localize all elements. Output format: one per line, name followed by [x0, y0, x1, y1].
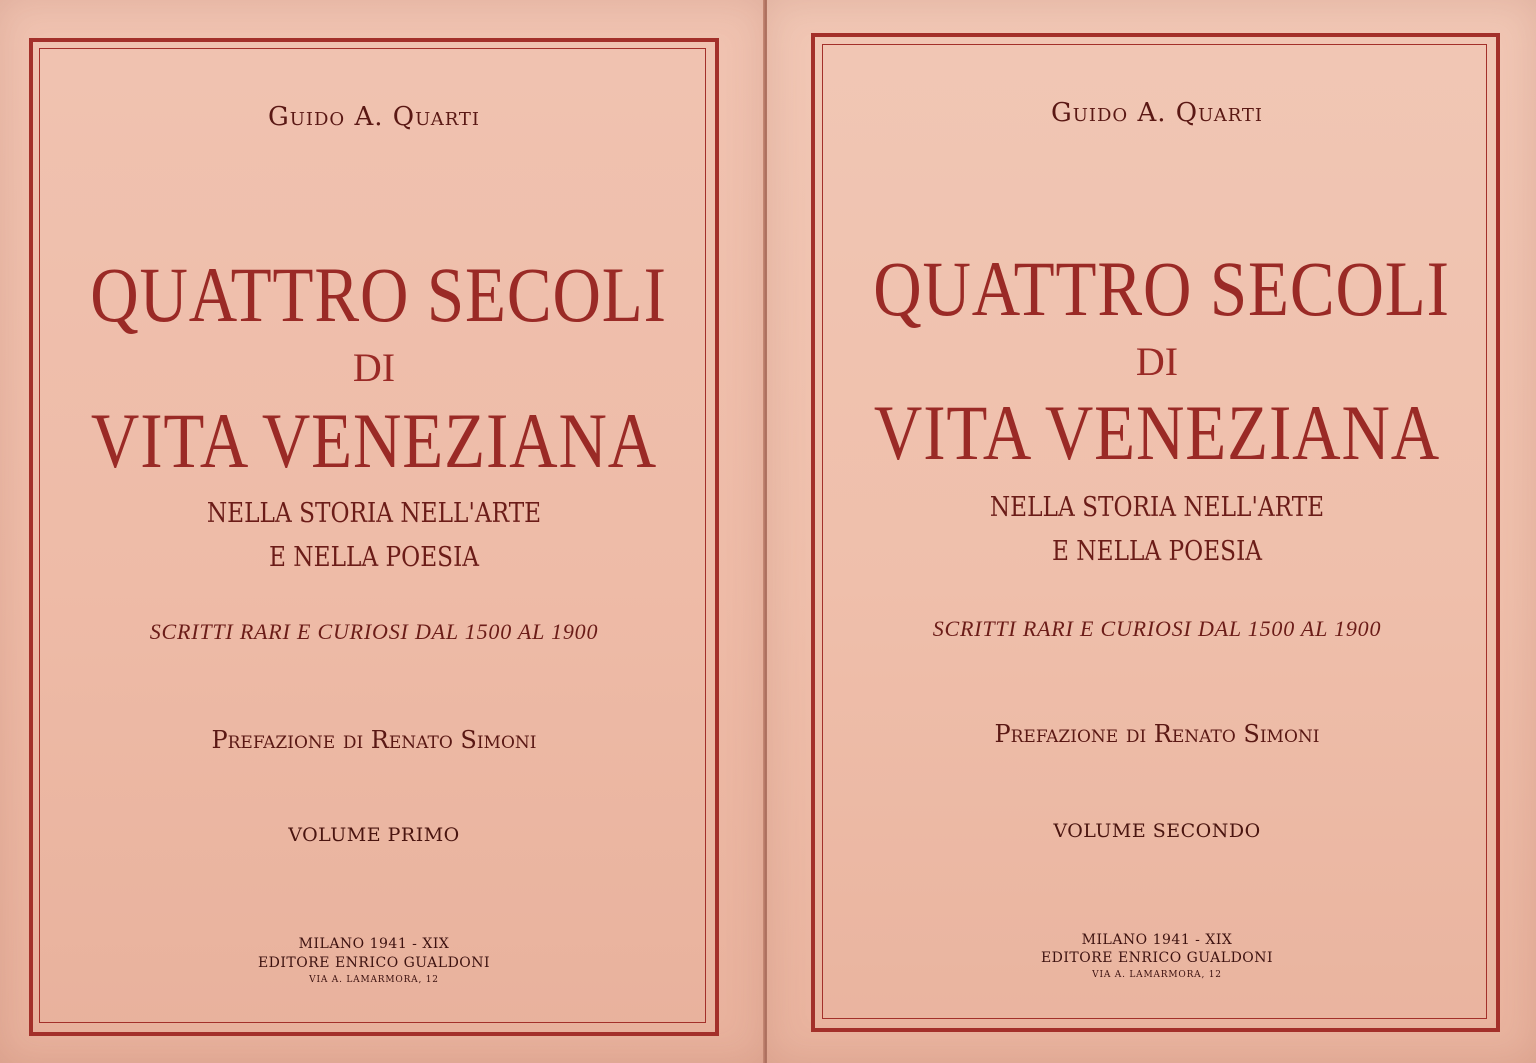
subtitle-italic: SCRITTI RARI E CURIOSI DAL 1500 AL 1900 — [149, 619, 599, 644]
subtitle-line-2: E NELLA POESIA — [268, 542, 480, 573]
subtitle-line-1: NELLA STORIA NELL'ARTE — [989, 492, 1325, 523]
book-cover-volume-1 — [0, 0, 765, 1063]
title-di: DI — [1135, 339, 1179, 384]
publisher-city-year: MILANO 1941 - XIX — [298, 936, 450, 952]
title-line-1: QUATTRO SECOLI — [90, 251, 667, 338]
subtitle-line-1: NELLA STORIA NELL'ARTE — [206, 498, 542, 529]
cover-text-block — [827, 0, 1487, 1063]
preface-credit: Prefazione di Renato Simoni — [994, 720, 1320, 748]
volume-label: VOLUME PRIMO — [288, 824, 460, 846]
title-di: DI — [352, 345, 396, 390]
author-name: Guido A. Quarti — [267, 102, 481, 132]
title-line-2: VITA VENEZIANA — [90, 397, 658, 484]
publisher-name: EDITORE ENRICO GUALDONI — [1040, 950, 1274, 966]
book-cover-volume-2 — [767, 0, 1536, 1063]
publisher-address: VIA A. LAMARMORA, 12 — [309, 975, 439, 985]
title-line-2: VITA VENEZIANA — [873, 389, 1441, 476]
volume-label: VOLUME SECONDO — [1053, 820, 1261, 842]
subtitle-line-2: E NELLA POESIA — [1051, 536, 1263, 567]
publisher-name: EDITORE ENRICO GUALDONI — [257, 955, 491, 971]
publisher-city-year: MILANO 1941 - XIX — [1081, 932, 1233, 948]
title-line-1: QUATTRO SECOLI — [873, 245, 1450, 332]
preface-credit: Prefazione di Renato Simoni — [211, 726, 537, 754]
author-name: Guido A. Quarti — [1050, 98, 1264, 128]
publisher-address: VIA A. LAMARMORA, 12 — [1092, 970, 1222, 980]
subtitle-italic: SCRITTI RARI E CURIOSI DAL 1500 AL 1900 — [932, 616, 1382, 641]
cover-text-block — [44, 0, 704, 1063]
